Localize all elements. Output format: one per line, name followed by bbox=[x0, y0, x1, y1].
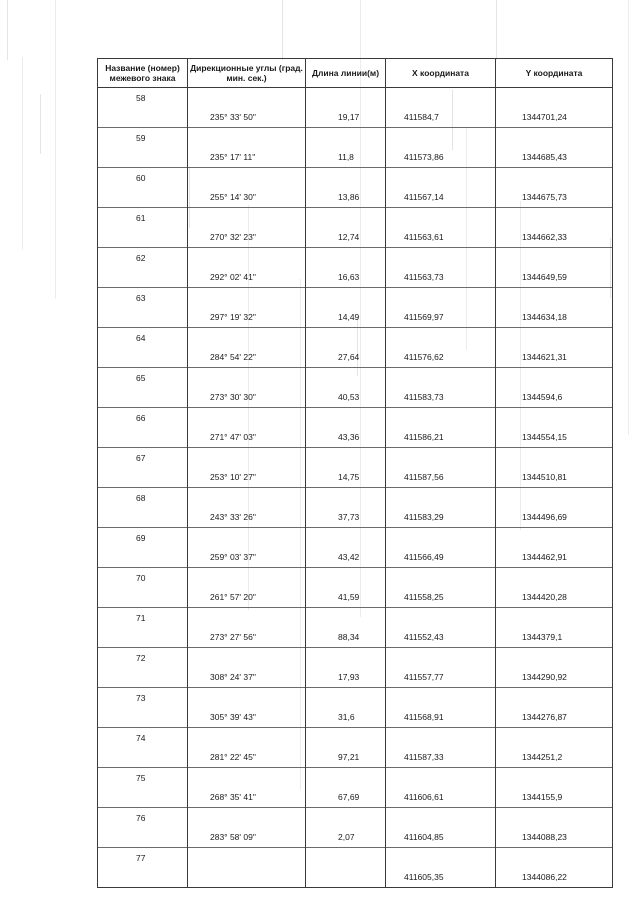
mark-name: 63 bbox=[98, 288, 188, 308]
mark-name: 67 bbox=[98, 448, 188, 468]
empty-cell bbox=[496, 728, 613, 748]
empty-cell bbox=[386, 648, 496, 668]
empty-cell bbox=[386, 768, 496, 788]
x-coordinate: 411583,29 bbox=[386, 508, 496, 528]
empty-cell bbox=[386, 328, 496, 348]
line-length: 14,75 bbox=[306, 468, 386, 488]
y-coordinate: 1344649,59 bbox=[496, 268, 613, 288]
empty-cell bbox=[188, 868, 306, 888]
table-row bbox=[98, 368, 613, 388]
scan-line bbox=[282, 0, 283, 60]
mark-name: 58 bbox=[98, 88, 188, 108]
table-row bbox=[98, 868, 613, 888]
empty-cell bbox=[188, 848, 306, 868]
direction-angle: 292° 02' 41" bbox=[188, 268, 306, 288]
mark-name: 59 bbox=[98, 128, 188, 148]
header-x-coordinate: X координата bbox=[386, 59, 496, 88]
y-coordinate: 1344379,1 bbox=[496, 628, 613, 648]
empty-cell bbox=[306, 608, 386, 628]
empty-cell bbox=[496, 408, 613, 428]
empty-cell bbox=[98, 708, 188, 728]
table-row bbox=[98, 648, 613, 668]
x-coordinate: 411576,62 bbox=[386, 348, 496, 368]
empty-cell bbox=[188, 208, 306, 228]
mark-name: 73 bbox=[98, 688, 188, 708]
empty-cell bbox=[496, 448, 613, 468]
empty-cell bbox=[98, 268, 188, 288]
table-row bbox=[98, 188, 613, 208]
empty-cell bbox=[306, 868, 386, 888]
table-row bbox=[98, 608, 613, 628]
empty-cell bbox=[98, 468, 188, 488]
scan-line bbox=[40, 94, 41, 154]
table-row bbox=[98, 468, 613, 488]
empty-cell bbox=[386, 808, 496, 828]
empty-cell bbox=[188, 448, 306, 468]
table-row bbox=[98, 628, 613, 648]
line-length: 43,42 bbox=[306, 548, 386, 568]
x-coordinate: 411563,61 bbox=[386, 228, 496, 248]
empty-cell bbox=[496, 128, 613, 148]
direction-angle: 235° 33' 50" bbox=[188, 108, 306, 128]
mark-name: 69 bbox=[98, 528, 188, 548]
mark-name: 66 bbox=[98, 408, 188, 428]
direction-angle: 259° 03' 37" bbox=[188, 548, 306, 568]
x-coordinate: 411605,35 bbox=[386, 868, 496, 888]
direction-angle: 271° 47' 03" bbox=[188, 428, 306, 448]
empty-cell bbox=[496, 208, 613, 228]
mark-name: 74 bbox=[98, 728, 188, 748]
scan-line bbox=[496, 0, 497, 60]
mark-name: 68 bbox=[98, 488, 188, 508]
empty-cell bbox=[98, 428, 188, 448]
empty-cell bbox=[306, 488, 386, 508]
table-row bbox=[98, 668, 613, 688]
x-coordinate: 411586,21 bbox=[386, 428, 496, 448]
empty-cell bbox=[306, 168, 386, 188]
empty-cell bbox=[188, 568, 306, 588]
header-mark-name: Название (номер) межевого знака bbox=[98, 59, 188, 88]
empty-cell bbox=[386, 608, 496, 628]
y-coordinate: 1344276,87 bbox=[496, 708, 613, 728]
direction-angle: 268° 35' 41" bbox=[188, 788, 306, 808]
empty-cell bbox=[98, 748, 188, 768]
x-coordinate: 411587,33 bbox=[386, 748, 496, 768]
line-length: 13,86 bbox=[306, 188, 386, 208]
x-coordinate: 411568,91 bbox=[386, 708, 496, 728]
boundary-marks-table bbox=[97, 58, 613, 888]
mark-name: 64 bbox=[98, 328, 188, 348]
empty-cell bbox=[496, 528, 613, 548]
empty-cell bbox=[496, 368, 613, 388]
empty-cell bbox=[98, 228, 188, 248]
mark-name: 60 bbox=[98, 168, 188, 188]
table-row bbox=[98, 428, 613, 448]
empty-cell bbox=[188, 368, 306, 388]
table-row bbox=[98, 448, 613, 468]
empty-cell bbox=[386, 448, 496, 468]
y-coordinate: 1344496,69 bbox=[496, 508, 613, 528]
line-length: 16,63 bbox=[306, 268, 386, 288]
empty-cell bbox=[306, 248, 386, 268]
empty-cell bbox=[98, 548, 188, 568]
header-direction-angle: Дирекционные углы (град. мин. сек.) bbox=[188, 59, 306, 88]
empty-cell bbox=[386, 168, 496, 188]
table-row bbox=[98, 828, 613, 848]
table-row bbox=[98, 108, 613, 128]
empty-cell bbox=[386, 368, 496, 388]
direction-angle: 261° 57' 20" bbox=[188, 588, 306, 608]
empty-cell bbox=[496, 608, 613, 628]
y-coordinate: 1344662,33 bbox=[496, 228, 613, 248]
x-coordinate: 411566,49 bbox=[386, 548, 496, 568]
x-coordinate: 411567,14 bbox=[386, 188, 496, 208]
table-row bbox=[98, 408, 613, 428]
scan-line bbox=[7, 0, 8, 60]
table-header-row bbox=[98, 59, 613, 88]
empty-cell bbox=[188, 648, 306, 668]
table-row bbox=[98, 268, 613, 288]
y-coordinate: 1344462,91 bbox=[496, 548, 613, 568]
direction-angle: 284° 54' 22" bbox=[188, 348, 306, 368]
line-length: 43,36 bbox=[306, 428, 386, 448]
table-row bbox=[98, 148, 613, 168]
empty-cell bbox=[496, 648, 613, 668]
empty-cell bbox=[306, 768, 386, 788]
line-length: 27,64 bbox=[306, 348, 386, 368]
empty-cell bbox=[306, 808, 386, 828]
empty-cell bbox=[496, 88, 613, 108]
table-row bbox=[98, 768, 613, 788]
x-coordinate: 411587,56 bbox=[386, 468, 496, 488]
empty-cell bbox=[496, 248, 613, 268]
header-y-coordinate: Y координата bbox=[496, 59, 613, 88]
y-coordinate: 1344701,24 bbox=[496, 108, 613, 128]
direction-angle: 305° 39' 43" bbox=[188, 708, 306, 728]
table-row bbox=[98, 128, 613, 148]
table-row bbox=[98, 848, 613, 868]
table-row bbox=[98, 548, 613, 568]
y-coordinate: 1344510,81 bbox=[496, 468, 613, 488]
direction-angle: 255° 14' 30" bbox=[188, 188, 306, 208]
empty-cell bbox=[98, 188, 188, 208]
empty-cell bbox=[98, 588, 188, 608]
empty-cell bbox=[386, 208, 496, 228]
mark-name: 77 bbox=[98, 848, 188, 868]
empty-cell bbox=[496, 688, 613, 708]
mark-name: 65 bbox=[98, 368, 188, 388]
empty-cell bbox=[386, 688, 496, 708]
x-coordinate: 411584,7 bbox=[386, 108, 496, 128]
table-row bbox=[98, 308, 613, 328]
table-row bbox=[98, 388, 613, 408]
empty-cell bbox=[188, 808, 306, 828]
table-row bbox=[98, 228, 613, 248]
y-coordinate: 1344634,18 bbox=[496, 308, 613, 328]
direction-angle: 308° 24' 37" bbox=[188, 668, 306, 688]
line-length: 67,69 bbox=[306, 788, 386, 808]
table-row bbox=[98, 748, 613, 768]
x-coordinate: 411573,86 bbox=[386, 148, 496, 168]
direction-angle: 297° 19' 32" bbox=[188, 308, 306, 328]
empty-cell bbox=[98, 308, 188, 328]
line-length: 2,07 bbox=[306, 828, 386, 848]
scan-line bbox=[55, 0, 56, 299]
table-row bbox=[98, 168, 613, 188]
y-coordinate: 1344554,15 bbox=[496, 428, 613, 448]
empty-cell bbox=[386, 248, 496, 268]
header-line-length: Длина линии(м) bbox=[306, 59, 386, 88]
empty-cell bbox=[188, 728, 306, 748]
empty-cell bbox=[98, 668, 188, 688]
empty-cell bbox=[386, 88, 496, 108]
x-coordinate: 411583,73 bbox=[386, 388, 496, 408]
empty-cell bbox=[306, 128, 386, 148]
empty-cell bbox=[188, 768, 306, 788]
direction-angle: 281° 22' 45" bbox=[188, 748, 306, 768]
empty-cell bbox=[188, 328, 306, 348]
empty-cell bbox=[98, 348, 188, 368]
empty-cell bbox=[98, 388, 188, 408]
empty-cell bbox=[98, 868, 188, 888]
table-row bbox=[98, 588, 613, 608]
empty-cell bbox=[496, 768, 613, 788]
empty-cell bbox=[188, 488, 306, 508]
empty-cell bbox=[188, 168, 306, 188]
empty-cell bbox=[188, 608, 306, 628]
table-row bbox=[98, 528, 613, 548]
empty-cell bbox=[306, 568, 386, 588]
table-row bbox=[98, 788, 613, 808]
empty-cell bbox=[188, 88, 306, 108]
empty-cell bbox=[496, 328, 613, 348]
empty-cell bbox=[496, 288, 613, 308]
line-length: 37,73 bbox=[306, 508, 386, 528]
empty-cell bbox=[306, 328, 386, 348]
empty-cell bbox=[386, 488, 496, 508]
empty-cell bbox=[98, 148, 188, 168]
empty-cell bbox=[386, 128, 496, 148]
empty-cell bbox=[98, 508, 188, 528]
empty-cell bbox=[306, 688, 386, 708]
direction-angle: 235° 17' 11" bbox=[188, 148, 306, 168]
table-body bbox=[98, 88, 613, 888]
empty-cell bbox=[188, 288, 306, 308]
line-length: 41,59 bbox=[306, 588, 386, 608]
table-row bbox=[98, 708, 613, 728]
line-length: 19,17 bbox=[306, 108, 386, 128]
table-row bbox=[98, 728, 613, 748]
empty-cell bbox=[188, 248, 306, 268]
x-coordinate: 411569,97 bbox=[386, 308, 496, 328]
direction-angle: 273° 27' 56" bbox=[188, 628, 306, 648]
x-coordinate: 411552,43 bbox=[386, 628, 496, 648]
table-row bbox=[98, 508, 613, 528]
empty-cell bbox=[306, 528, 386, 548]
line-length: 12,74 bbox=[306, 228, 386, 248]
direction-angle: 273° 30' 30" bbox=[188, 388, 306, 408]
line-length: 17,93 bbox=[306, 668, 386, 688]
table-row bbox=[98, 328, 613, 348]
y-coordinate: 1344088,23 bbox=[496, 828, 613, 848]
empty-cell bbox=[496, 568, 613, 588]
y-coordinate: 1344290,92 bbox=[496, 668, 613, 688]
empty-cell bbox=[386, 568, 496, 588]
empty-cell bbox=[188, 128, 306, 148]
empty-cell bbox=[496, 488, 613, 508]
empty-cell bbox=[188, 528, 306, 548]
table-row bbox=[98, 208, 613, 228]
table-row bbox=[98, 488, 613, 508]
empty-cell bbox=[306, 648, 386, 668]
empty-cell bbox=[306, 848, 386, 868]
x-coordinate: 411604,85 bbox=[386, 828, 496, 848]
line-length: 88,34 bbox=[306, 628, 386, 648]
scan-line bbox=[22, 57, 23, 250]
table-row bbox=[98, 568, 613, 588]
mark-name: 75 bbox=[98, 768, 188, 788]
direction-angle: 253° 10' 27" bbox=[188, 468, 306, 488]
y-coordinate: 1344685,43 bbox=[496, 148, 613, 168]
y-coordinate: 1344675,73 bbox=[496, 188, 613, 208]
table-row bbox=[98, 88, 613, 108]
mark-name: 70 bbox=[98, 568, 188, 588]
empty-cell bbox=[496, 168, 613, 188]
empty-cell bbox=[306, 408, 386, 428]
y-coordinate: 1344420,28 bbox=[496, 588, 613, 608]
x-coordinate: 411557,77 bbox=[386, 668, 496, 688]
empty-cell bbox=[188, 688, 306, 708]
empty-cell bbox=[188, 408, 306, 428]
table-row bbox=[98, 288, 613, 308]
line-length: 31,6 bbox=[306, 708, 386, 728]
empty-cell bbox=[386, 848, 496, 868]
empty-cell bbox=[386, 528, 496, 548]
line-length: 14,49 bbox=[306, 308, 386, 328]
table-row bbox=[98, 248, 613, 268]
x-coordinate: 411558,25 bbox=[386, 588, 496, 608]
empty-cell bbox=[98, 108, 188, 128]
direction-angle: 243° 33' 26" bbox=[188, 508, 306, 528]
empty-cell bbox=[306, 208, 386, 228]
direction-angle: 283° 58' 09" bbox=[188, 828, 306, 848]
empty-cell bbox=[386, 728, 496, 748]
empty-cell bbox=[306, 288, 386, 308]
empty-cell bbox=[496, 848, 613, 868]
empty-cell bbox=[496, 808, 613, 828]
scan-line bbox=[628, 0, 629, 435]
y-coordinate: 1344251,2 bbox=[496, 748, 613, 768]
x-coordinate: 411563,73 bbox=[386, 268, 496, 288]
y-coordinate: 1344594,6 bbox=[496, 388, 613, 408]
table-row bbox=[98, 808, 613, 828]
y-coordinate: 1344155,9 bbox=[496, 788, 613, 808]
mark-name: 71 bbox=[98, 608, 188, 628]
empty-cell bbox=[306, 368, 386, 388]
mark-name: 72 bbox=[98, 648, 188, 668]
direction-angle: 270° 32' 23" bbox=[188, 228, 306, 248]
empty-cell bbox=[386, 408, 496, 428]
mark-name: 62 bbox=[98, 248, 188, 268]
mark-name: 76 bbox=[98, 808, 188, 828]
table-row bbox=[98, 688, 613, 708]
y-coordinate: 1344086,22 bbox=[496, 868, 613, 888]
mark-name: 61 bbox=[98, 208, 188, 228]
empty-cell bbox=[306, 728, 386, 748]
line-length: 40,53 bbox=[306, 388, 386, 408]
empty-cell bbox=[306, 88, 386, 108]
empty-cell bbox=[306, 448, 386, 468]
line-length: 97,21 bbox=[306, 748, 386, 768]
empty-cell bbox=[98, 788, 188, 808]
y-coordinate: 1344621,31 bbox=[496, 348, 613, 368]
line-length: 11,8 bbox=[306, 148, 386, 168]
empty-cell bbox=[98, 828, 188, 848]
empty-cell bbox=[98, 628, 188, 648]
table-row bbox=[98, 348, 613, 368]
empty-cell bbox=[386, 288, 496, 308]
x-coordinate: 411606,61 bbox=[386, 788, 496, 808]
